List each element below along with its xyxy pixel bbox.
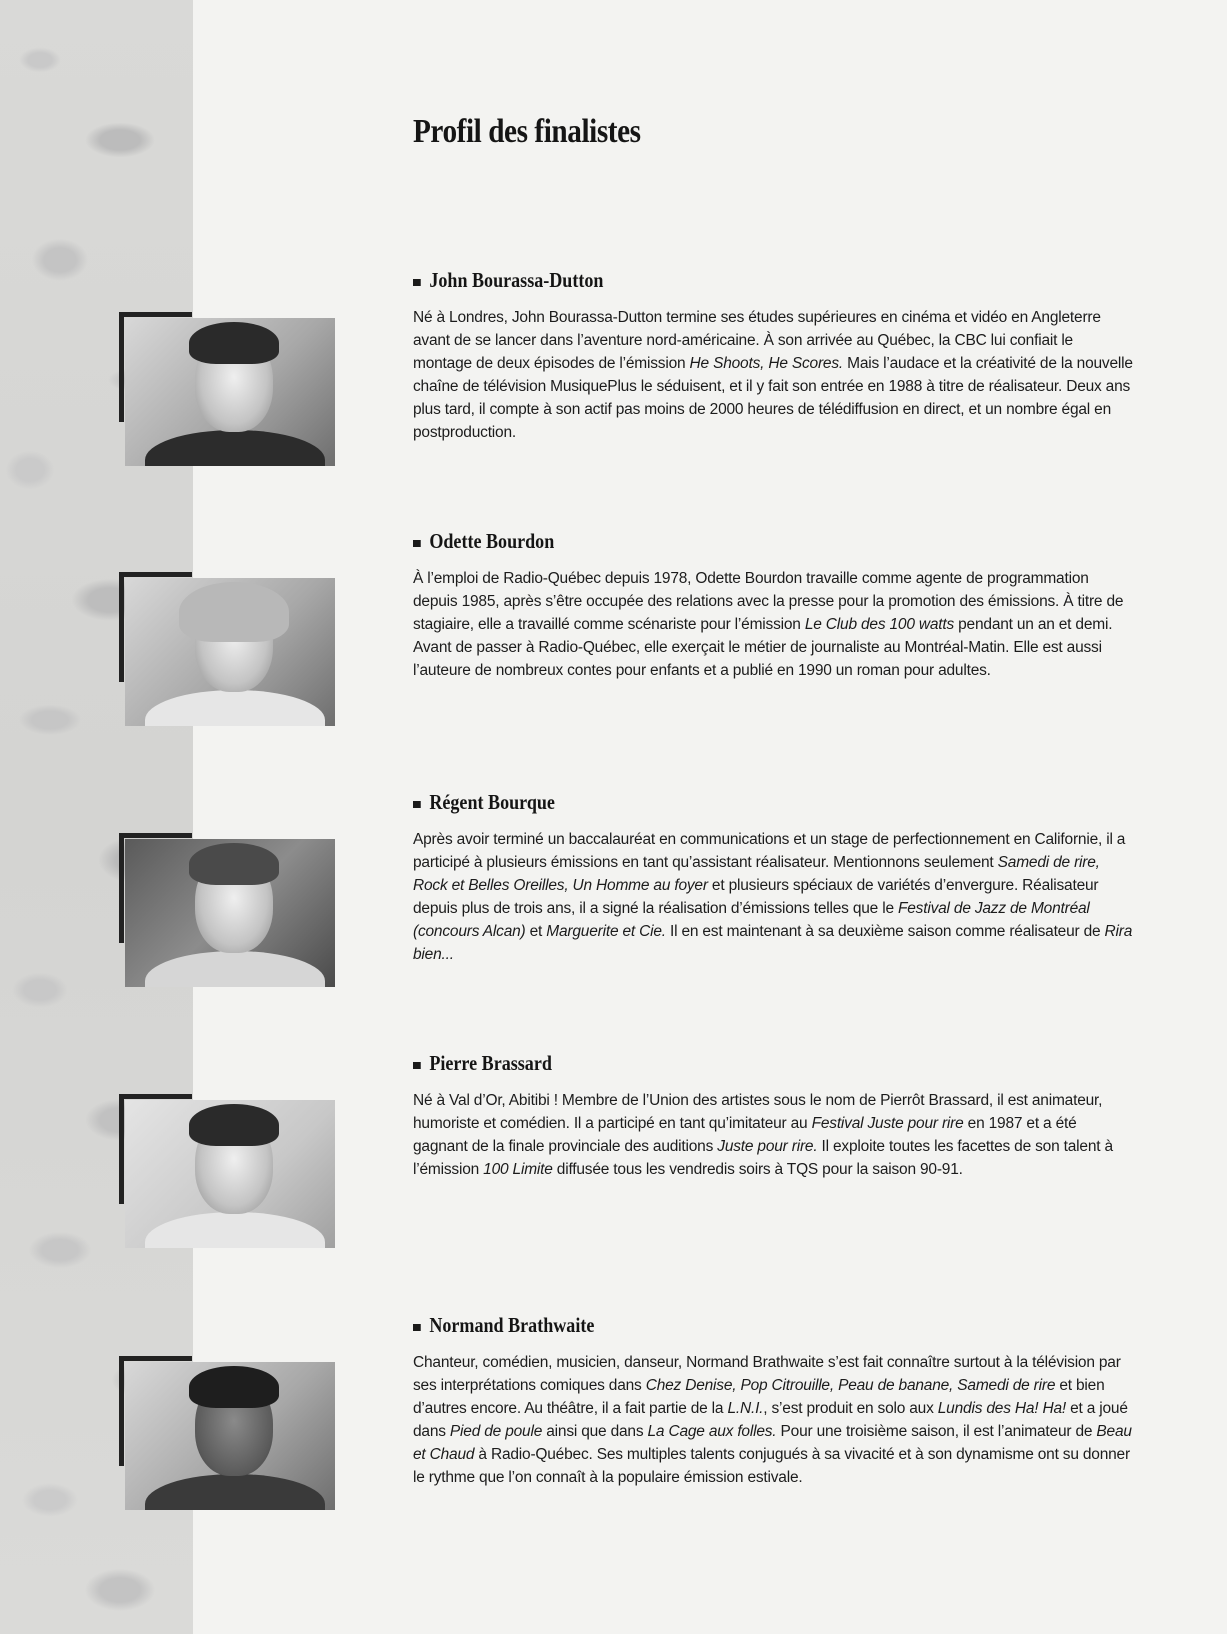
frame-bracket: [119, 572, 192, 577]
bio-title-italic: Lundis des Ha! Ha!: [937, 1400, 1066, 1417]
bio-title-italic: Juste pour rire.: [717, 1138, 818, 1155]
portrait-photo: [125, 1100, 335, 1248]
finalist-bio: [413, 828, 1133, 966]
frame-bracket: [119, 1356, 124, 1466]
finalist-name-text: Pierre Brassard: [429, 1051, 552, 1075]
finalist-name: [413, 268, 603, 293]
portrait-photo: [125, 839, 335, 987]
bullet-icon: [413, 1062, 421, 1069]
frame-bracket: [119, 1094, 192, 1099]
finalist-bio: [413, 1089, 1133, 1181]
bio-text: en 1987 et a été gagnant de la finale provinciale des auditions: [413, 1115, 1077, 1155]
finalist-name-text: John Bourassa-Dutton: [429, 268, 604, 292]
bio-title-italic: Festival Juste pour rire: [811, 1115, 964, 1132]
bio-title-italic: Marguerite et Cie.: [546, 923, 666, 940]
finalist-name-text: Régent Bourque: [429, 790, 555, 814]
bio-title-italic: Beau et Chaud: [413, 1423, 1132, 1463]
bio-text: ainsi que dans: [542, 1423, 648, 1440]
finalist-bio: [413, 567, 1133, 682]
bio-text: à Radio-Québec. Ses multiples talents conjugués à sa vivacité et à son dynamisme ont su donner le rythme que l’on connaît à la populaire émission estivale.: [413, 1446, 1130, 1486]
portrait-frame: [119, 1356, 335, 1509]
frame-bracket: [119, 833, 192, 838]
bio-text: pendant un an et demi. Avant de passer à Radio-Québec, elle exerçait le métier de journaliste au Montréal-Matin. Elle est aussi l’auteure de nombreux contes pour enfants et a publié en 1990 un roman pour adultes.: [413, 616, 1113, 679]
page-title: Profil des finalistes: [413, 113, 641, 150]
bio-title-italic: Le Club des 100 watts: [804, 616, 955, 633]
bio-title-italic: 100 Limite: [483, 1161, 553, 1178]
bio-text: et: [525, 923, 547, 940]
bullet-icon: [413, 801, 421, 808]
bio-title-italic: Samedi de rire, Rock et Belles Oreilles, Un Homme au foyer: [413, 854, 1100, 894]
portrait-photo: [125, 578, 335, 726]
frame-bracket: [119, 833, 124, 943]
bio-text: , s’est produit en solo aux: [763, 1400, 938, 1417]
bio-title-italic: L.N.I.: [727, 1400, 764, 1417]
bio-text: Pour une troisième saison, il est l’animateur de: [776, 1423, 1097, 1440]
portrait-photo: [125, 318, 335, 466]
bio-text: Mais l’audace et la créativité de la nouvelle chaîne de télévision MusiquePlus le séduisent, et il y fait son entrée en 1988 à titre de réalisateur. Deux ans plus tard, il compte à son actif pas moins de 2000 heures de télédiffusion en direct, et un nombre égal en postproduction.: [413, 355, 1133, 441]
bio-title-italic: Pied de poule: [449, 1423, 543, 1440]
bio-text: et plusieurs spéciaux de variétés d’envergure. Réalisateur depuis plus de trois ans, il a signé la réalisation d’émissions telles que le: [413, 877, 1099, 917]
bio-text: Il en est maintenant à sa deuxième saison comme réalisateur de: [665, 923, 1105, 940]
bio-title-italic: La Cage aux folles.: [647, 1423, 777, 1440]
finalist-name: [413, 1051, 552, 1076]
finalist-bio: [413, 1351, 1133, 1489]
finalist-name: [413, 1313, 594, 1338]
bio-text: et bien d’autres encore. Au théâtre, il a fait partie de la: [413, 1377, 1105, 1417]
frame-bracket: [119, 1356, 192, 1361]
bio-title-italic: Chez Denise, Pop Citrouille, Peau de banane, Samedi de rire: [645, 1377, 1056, 1394]
bio-text: et a joué dans: [413, 1400, 1128, 1440]
bio-text: Il exploite toutes les facettes de son talent à l’émission: [413, 1138, 1113, 1178]
bio-text: Né à Val d’Or, Abitibi ! Membre de l’Union des artistes sous le nom de Pierrôt Brassard, il est animateur, humoriste et comédien. Il a participé en tant qu’imitateur au: [413, 1092, 1103, 1132]
bio-title-italic: He Shoots, He Scores.: [689, 355, 844, 372]
bio-text: diffusée tous les vendredis soirs à TQS pour la saison 90-91.: [552, 1161, 963, 1178]
bullet-icon: [413, 1324, 421, 1331]
finalist-name: [413, 529, 554, 554]
finalist-bio: [413, 306, 1133, 444]
bio-text: À l’emploi de Radio-Québec depuis 1978, Odette Bourdon travaille comme agente de programmation depuis 1985, après s’être occupée des relations avec la presse pour la promotion des émissions. À titre de stagiaire, elle a travaillé comme scénariste pour l’émission: [413, 570, 1124, 633]
portrait-photo: [125, 1362, 335, 1510]
bullet-icon: [413, 540, 421, 547]
finalist-name-text: Normand Brathwaite: [429, 1313, 595, 1337]
frame-bracket: [119, 572, 124, 682]
portrait-frame: [119, 572, 335, 725]
bio-text: Après avoir terminé un baccalauréat en communications et un stage de perfectionnement en Californie, il a participé à plusieurs émissions en tant qu’assistant réalisateur. Mentionnons seulement: [413, 831, 1126, 871]
bio-title-italic: Festival de Jazz de Montréal (concours Alcan): [413, 900, 1090, 940]
finalist-name-text: Odette Bourdon: [429, 529, 555, 553]
portrait-frame: [119, 312, 335, 465]
portrait-frame: [119, 1094, 335, 1247]
bullet-icon: [413, 279, 421, 286]
bio-title-italic: Rira bien...: [413, 923, 1133, 963]
bio-text: Né à Londres, John Bourassa-Dutton termine ses études supérieures en cinéma et vidéo en Angleterre avant de se lancer dans l’aventure nord-américaine. À son arrivée au Québec, la CBC lui confiait le montage de deux épisodes de l’émission: [413, 309, 1101, 372]
portrait-frame: [119, 833, 335, 986]
finalist-name: [413, 790, 555, 815]
frame-bracket: [119, 1094, 124, 1204]
frame-bracket: [119, 312, 124, 422]
frame-bracket: [119, 312, 192, 317]
bio-text: Chanteur, comédien, musicien, danseur, Normand Brathwaite s’est fait connaître surtout à la télévision par ses interprétations comiques dans: [413, 1354, 1121, 1394]
